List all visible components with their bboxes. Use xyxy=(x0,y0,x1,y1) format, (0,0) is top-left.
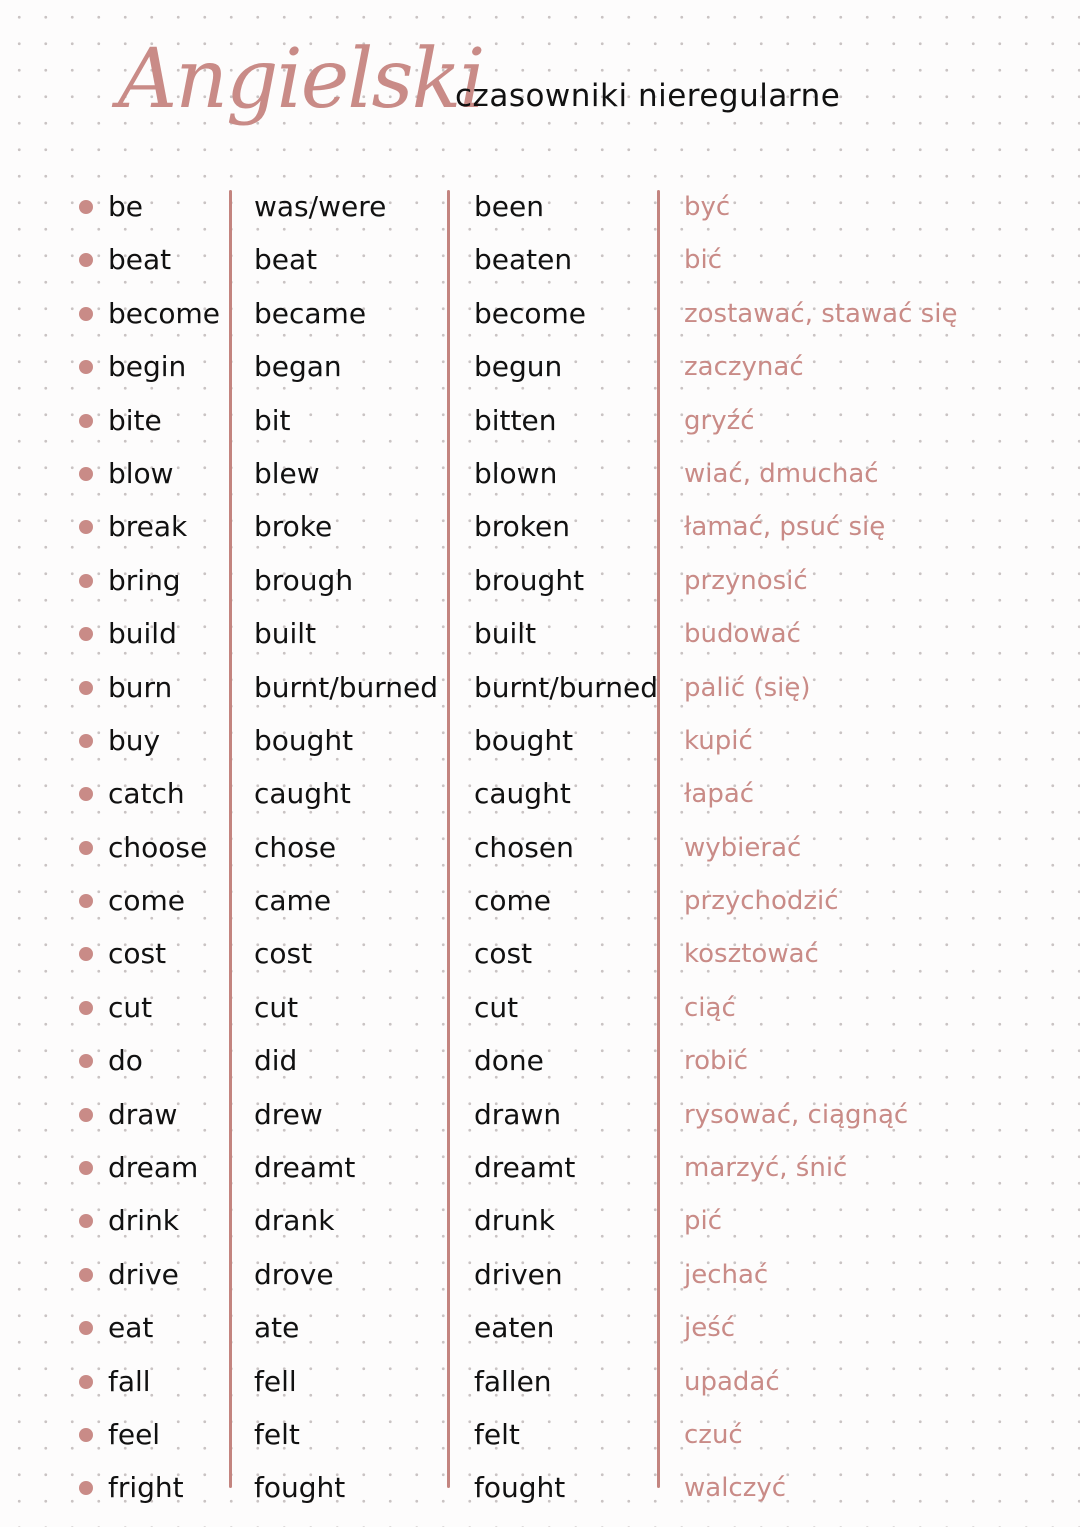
polish-translation: kosztować xyxy=(684,939,819,970)
verb-row xyxy=(0,341,1080,394)
polish-translation: robić xyxy=(684,1046,749,1077)
past-participle: drawn xyxy=(474,1097,562,1131)
base-form: do xyxy=(108,1044,143,1078)
bullet-icon xyxy=(79,787,93,801)
past-participle: burnt/burned xyxy=(474,670,658,704)
past-simple: dreamt xyxy=(254,1151,356,1185)
verb-row xyxy=(0,662,1080,715)
base-form: come xyxy=(108,884,186,918)
past-participle: fallen xyxy=(474,1364,552,1398)
verb-row xyxy=(0,181,1080,234)
base-form: burn xyxy=(108,670,173,704)
past-participle: fought xyxy=(474,1471,566,1505)
past-participle: done xyxy=(474,1044,544,1078)
base-form: fall xyxy=(108,1364,151,1398)
base-form: drive xyxy=(108,1257,179,1291)
bullet-icon xyxy=(79,360,93,374)
past-simple: brough xyxy=(254,563,354,597)
past-participle: bought xyxy=(474,723,574,757)
past-participle: blown xyxy=(474,456,558,490)
verb-row xyxy=(0,448,1080,501)
page-title: Angielski xyxy=(118,32,484,127)
past-simple: burnt/burned xyxy=(254,670,438,704)
bullet-icon xyxy=(79,947,93,961)
past-participle: driven xyxy=(474,1257,563,1291)
past-participle: begun xyxy=(474,350,563,384)
bullet-icon xyxy=(79,1481,93,1495)
past-simple: broke xyxy=(254,510,333,544)
polish-translation: być xyxy=(684,192,731,222)
polish-translation: rysować, ciągnąć xyxy=(684,1099,909,1130)
verb-row xyxy=(0,395,1080,448)
past-simple: blew xyxy=(254,456,320,490)
page-subtitle: czasowniki nieregularne xyxy=(455,78,841,114)
past-participle: been xyxy=(474,190,544,223)
base-form: bite xyxy=(108,403,162,437)
past-simple: began xyxy=(254,350,342,384)
past-simple: came xyxy=(254,884,332,918)
polish-translation: bić xyxy=(684,245,723,276)
polish-translation: kupić xyxy=(684,725,753,756)
polish-translation: łapać xyxy=(684,779,755,810)
polish-translation: zostawać, stawać się xyxy=(684,298,958,329)
base-form: build xyxy=(108,617,177,651)
bullet-icon xyxy=(79,681,93,695)
bullet-icon xyxy=(79,307,93,321)
past-simple: bit xyxy=(254,403,291,437)
bullet-icon xyxy=(79,627,93,641)
bullet-icon xyxy=(79,1108,93,1122)
past-participle: felt xyxy=(474,1417,520,1451)
base-form: buy xyxy=(108,723,161,757)
polish-translation: palić (się) xyxy=(684,672,811,703)
bullet-icon xyxy=(79,1375,93,1389)
polish-translation: pić xyxy=(684,1206,723,1237)
past-simple: caught xyxy=(254,777,351,811)
base-form: fright xyxy=(108,1471,184,1505)
bullet-icon xyxy=(79,894,93,908)
polish-translation: wiać, dmuchać xyxy=(684,458,879,489)
past-simple: bought xyxy=(254,723,354,757)
bullet-icon xyxy=(79,200,93,214)
past-simple: became xyxy=(254,296,367,330)
verb-row xyxy=(0,1409,1080,1462)
verb-row xyxy=(0,715,1080,768)
past-participle: become xyxy=(474,296,587,330)
polish-translation: gryźć xyxy=(684,405,755,436)
verb-row xyxy=(0,234,1080,287)
verb-table xyxy=(0,181,1080,1516)
verb-row xyxy=(0,1142,1080,1195)
polish-translation: czuć xyxy=(684,1419,743,1450)
polish-translation: przynosić xyxy=(684,565,808,596)
past-simple: did xyxy=(254,1044,298,1078)
past-participle: bitten xyxy=(474,403,557,437)
verb-row xyxy=(0,1089,1080,1142)
bullet-icon xyxy=(79,467,93,481)
verb-row xyxy=(0,555,1080,608)
bullet-icon xyxy=(79,253,93,267)
bullet-icon xyxy=(79,1054,93,1068)
polish-translation: jechać xyxy=(684,1259,769,1290)
bullet-icon xyxy=(79,1161,93,1175)
verb-row xyxy=(0,1302,1080,1355)
past-participle: come xyxy=(474,884,552,918)
past-participle: cost xyxy=(474,937,533,971)
bullet-icon xyxy=(79,414,93,428)
verb-row xyxy=(0,1195,1080,1248)
bullet-icon xyxy=(79,734,93,748)
header xyxy=(0,0,1080,170)
polish-translation: marzyć, śnić xyxy=(684,1153,848,1184)
verb-row xyxy=(0,1249,1080,1302)
polish-translation: budować xyxy=(684,619,801,650)
bullet-icon xyxy=(79,1268,93,1282)
polish-translation: jeść xyxy=(684,1313,736,1344)
base-form: eat xyxy=(108,1311,154,1345)
base-form: catch xyxy=(108,777,185,811)
past-simple: chose xyxy=(254,830,337,864)
bullet-icon xyxy=(79,1428,93,1442)
base-form: feel xyxy=(108,1417,161,1451)
verb-row xyxy=(0,501,1080,554)
base-form: dream xyxy=(108,1151,199,1185)
base-form: blow xyxy=(108,456,174,490)
base-form: draw xyxy=(108,1097,178,1131)
past-simple: was/were xyxy=(254,190,387,223)
base-form: cut xyxy=(108,990,153,1024)
verb-row xyxy=(0,1035,1080,1088)
past-participle: beaten xyxy=(474,243,573,277)
verb-row xyxy=(0,768,1080,821)
past-simple: fought xyxy=(254,1471,346,1505)
verb-row xyxy=(0,608,1080,661)
past-participle: chosen xyxy=(474,830,574,864)
verb-row xyxy=(0,875,1080,928)
bullet-icon xyxy=(79,520,93,534)
polish-translation: walczyć xyxy=(684,1473,787,1504)
past-simple: drove xyxy=(254,1257,334,1291)
base-form: break xyxy=(108,510,188,544)
verb-row xyxy=(0,928,1080,981)
past-participle: dreamt xyxy=(474,1151,576,1185)
past-simple: drank xyxy=(254,1204,335,1238)
past-participle: caught xyxy=(474,777,571,811)
past-simple: built xyxy=(254,617,317,651)
past-participle: built xyxy=(474,617,537,651)
base-form: begin xyxy=(108,350,187,384)
past-participle: broken xyxy=(474,510,570,544)
past-participle: eaten xyxy=(474,1311,555,1345)
base-form: become xyxy=(108,296,221,330)
past-simple: beat xyxy=(254,243,318,277)
polish-translation: łamać, psuć się xyxy=(684,512,886,543)
polish-translation: wybierać xyxy=(684,832,802,863)
base-form: cost xyxy=(108,937,167,971)
polish-translation: ciąć xyxy=(684,992,736,1023)
verb-row xyxy=(0,288,1080,341)
polish-translation: upadać xyxy=(684,1366,780,1397)
past-simple: drew xyxy=(254,1097,323,1131)
past-simple: cut xyxy=(254,990,299,1024)
base-form: drink xyxy=(108,1204,180,1238)
verb-row xyxy=(0,1462,1080,1515)
verb-row xyxy=(0,982,1080,1035)
polish-translation: zaczynać xyxy=(684,352,804,383)
past-participle: brought xyxy=(474,563,585,597)
bullet-icon xyxy=(79,574,93,588)
verb-row xyxy=(0,822,1080,875)
verb-row xyxy=(0,1356,1080,1409)
bullet-icon xyxy=(79,1321,93,1335)
polish-translation: przychodzić xyxy=(684,886,839,917)
base-form: choose xyxy=(108,830,208,864)
bullet-icon xyxy=(79,841,93,855)
bullet-icon xyxy=(79,1001,93,1015)
past-simple: cost xyxy=(254,937,313,971)
base-form: bring xyxy=(108,563,181,597)
past-participle: drunk xyxy=(474,1204,555,1238)
bullet-icon xyxy=(79,1214,93,1228)
past-participle: cut xyxy=(474,990,519,1024)
base-form: be xyxy=(108,190,143,223)
past-simple: felt xyxy=(254,1417,300,1451)
base-form: beat xyxy=(108,243,172,277)
past-simple: fell xyxy=(254,1364,297,1398)
past-simple: ate xyxy=(254,1311,300,1345)
